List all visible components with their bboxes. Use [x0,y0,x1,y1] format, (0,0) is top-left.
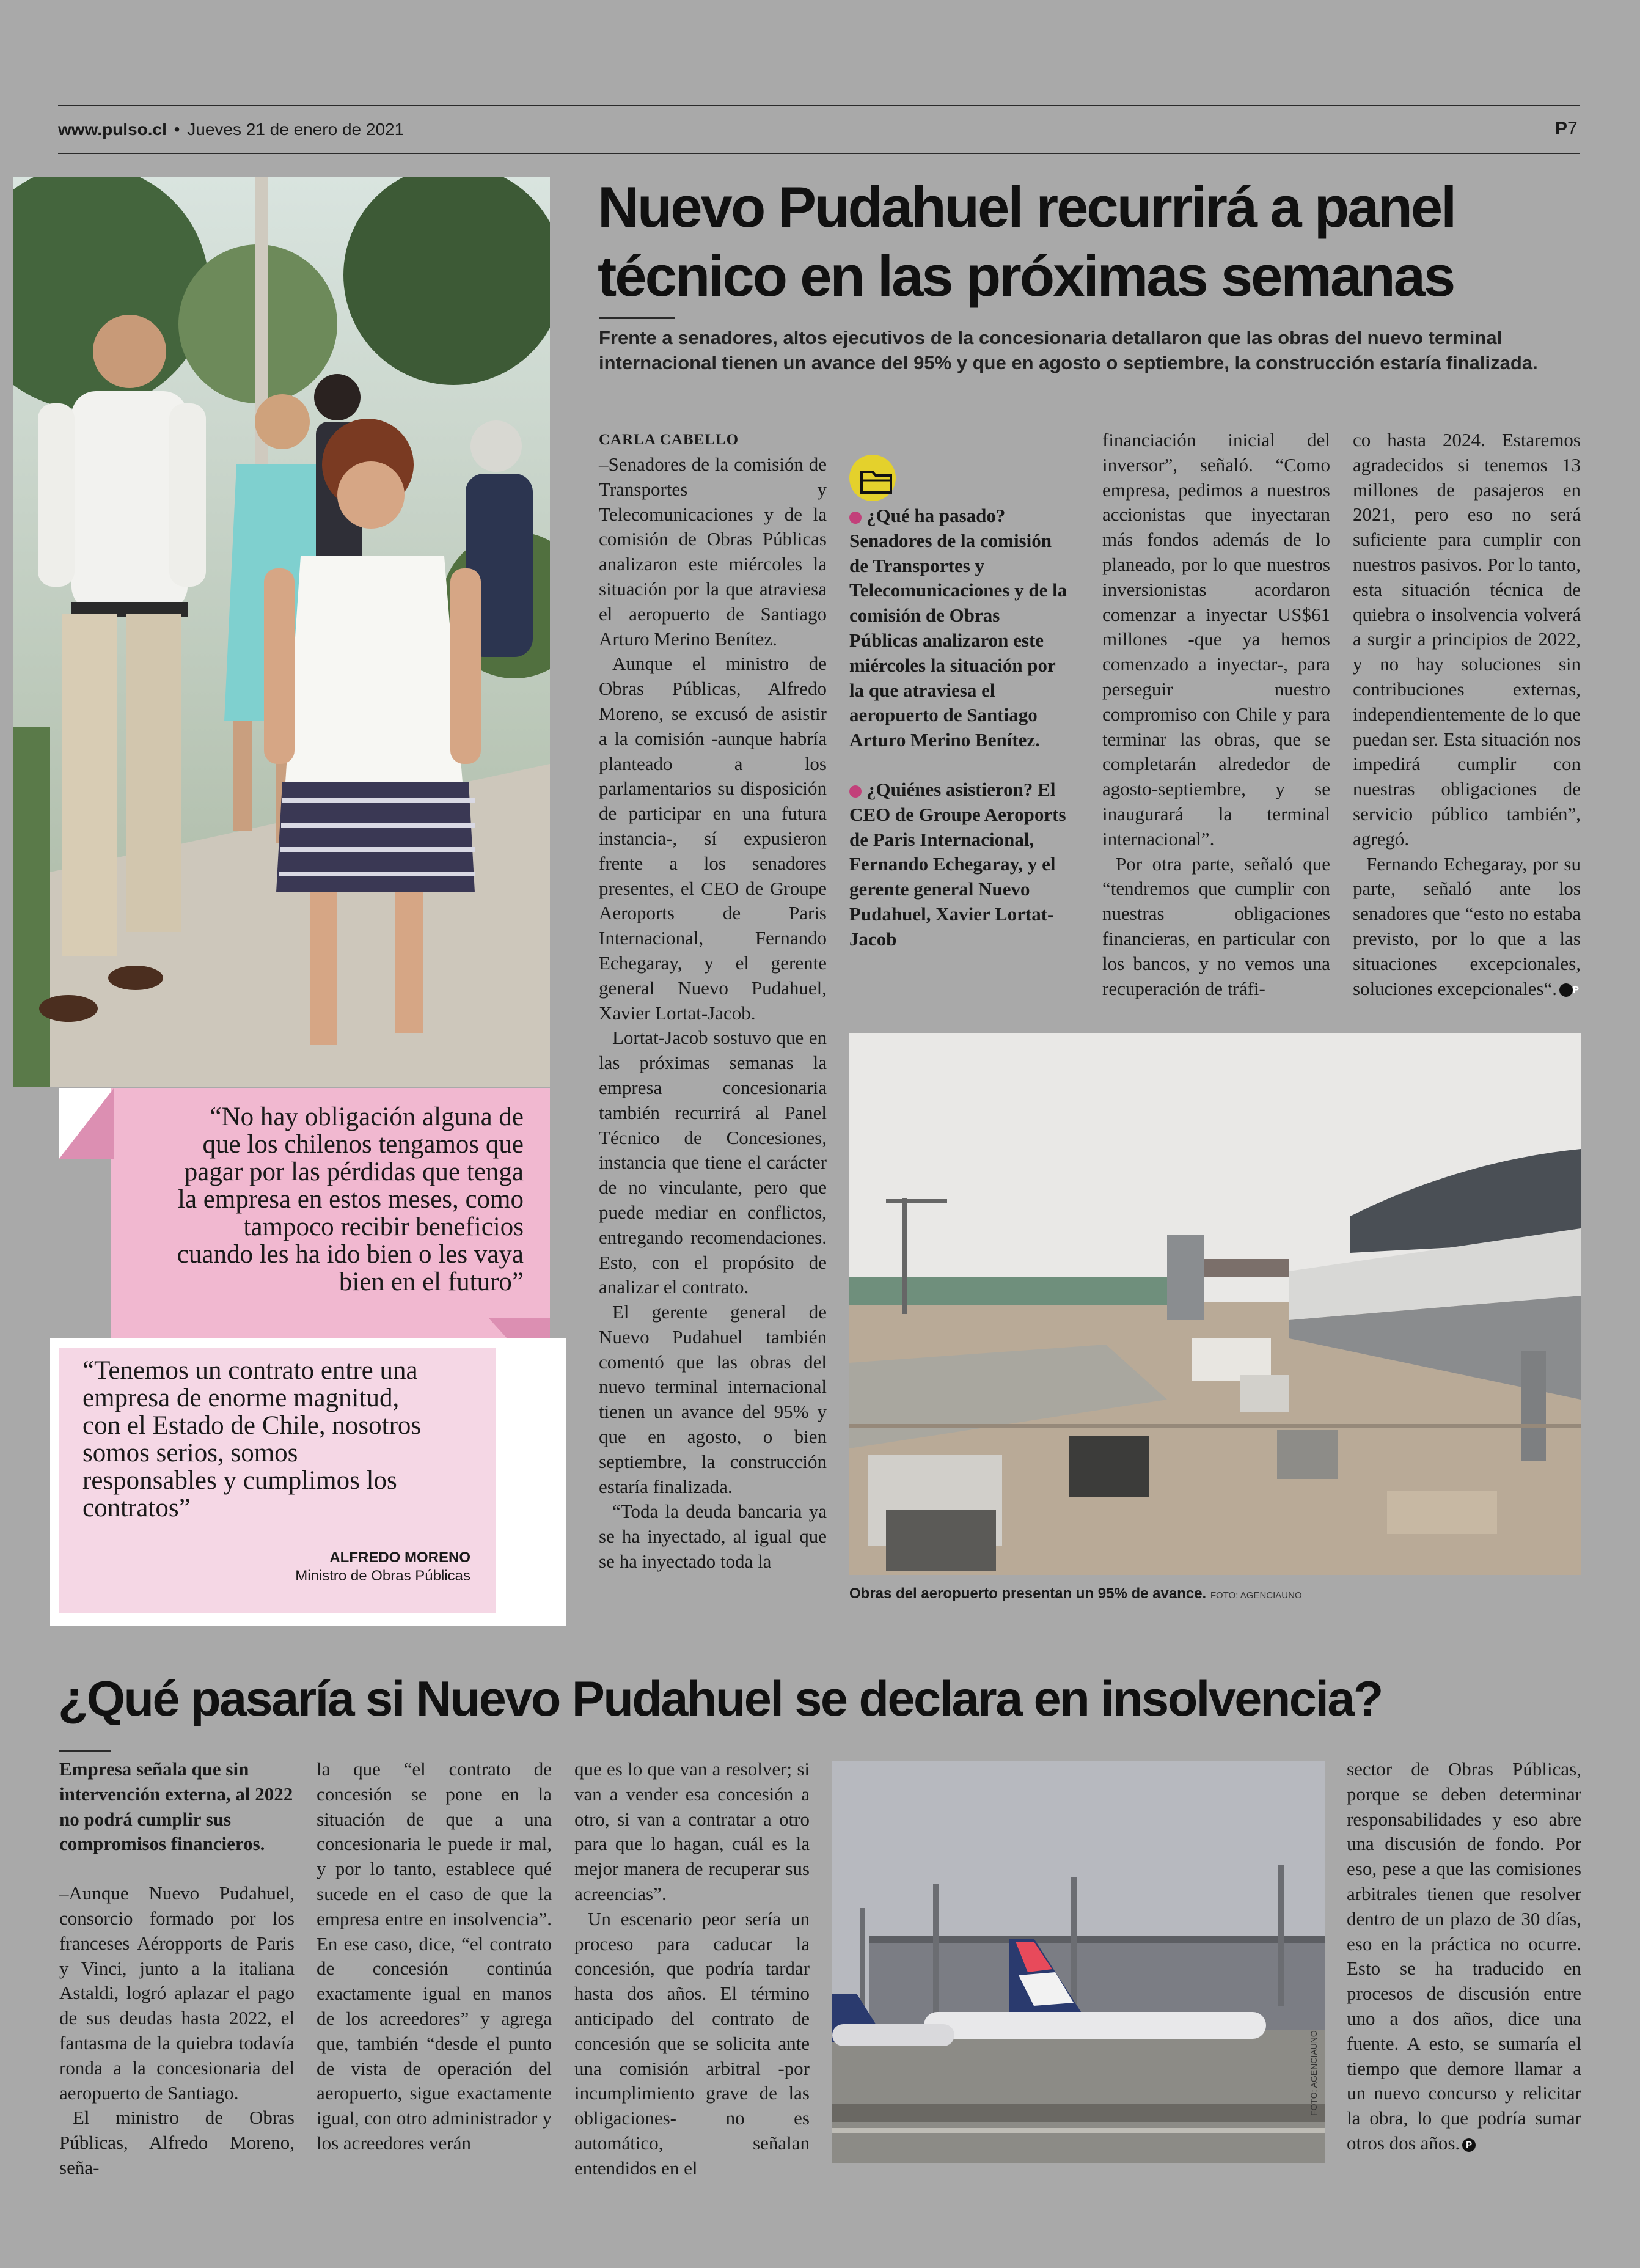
bullet-icon [849,785,862,798]
quote-2-author: ALFREDO MORENO [329,1549,470,1566]
bullet-icon [849,512,862,524]
airport-construction-photo [849,1033,1581,1575]
article-2-column-4: sector de Obras Públicas, porque se deben determinar responsabilidades y eso abre una discusión de fondo. Por eso, pese a que las comisiones arbitrales tienen que resolver dentro de un plazo de 30 días, eso en la práctica no ocurre. Esto se ha traducido en procesos de discusión entre uno a dos años, dice una fuente. A esto, se sumaría el tiempo que demore llamar a un nuevo concurso y relicitar la obra, lo que podría sumar otros dos años. P [1347,1758,1581,2154]
end-mark-icon: P [1462,2138,1476,2152]
article-2-column-2: la que “el contrato de concesión se pone en la situación de que a una concesionaria le puede ir mal, y por lo tanto, establece qué sucede en el caso de que la empresa entre en insolvencia”. En ese caso, dice, “el contrato de concesión continúa exactamente igual en manos de los acreedores” y agrega que, también “desde el punto de vista de operación del aeropuerto, sigue exactamente igual, con otro administrador y los acreedores verán [317,1758,552,2154]
photo-credit: FOTO: AGENCIAUNO [1210,1590,1302,1601]
article-1-subtitle: Frente a senadores, altos ejecutivos de la concesionaria detallaron que las obras del nuevo terminal internacional tienen un avance del 95% y que en agosto o septiembre, la construcción estaría finalizada. [599,327,1538,373]
article-2-headline: ¿Qué pasaría si Nuevo Pudahuel se declara en insolvencia? [58,1672,1382,1727]
article-1-column-3: financiación inicial del inversor”, señaló. “Como empresa, pedimos a nuestros accionistas que inyectaran más fondos además de lo planeado, por lo que nuestros inversionistas acordaron comenzar a inyectar US$61 millones -que ya hemos comenzado a inyectar-, para perseguir nuestro compromiso con Chile y para terminar las obras, que se completarán alrededor de agosto-septiembre, y se inaugurará la terminal internacional”. Por otra parte, señaló que “tendremos que cumplir con nuestras obligaciones financieras, en particular con los bancos, y no vemos una recuperación de tráfi- [1102,429,1330,999]
article-1-column-1: CARLA CABELLO –Senadores de la comisión de Transportes y Telecomunicaciones y de la comisión de Obras Públicas analizaron este miércoles la situación por la que atraviesa el aeropuerto de Santiago Arturo Merino Benítez. Aunque el ministro de Obras Públicas, Alfredo Moreno, se excusó de asistir a la comisión -aunque habría planteado a los parlamentarios su disposición de participar en una futura instancia-, sí expusieron frente a los senadores presentes, el CEO de Groupe Aeroports de Paris Internacional, Fernando Echegaray, y el gerente general Nuevo Pudahuel, Xavier Lortat-Jacob. Lortat-Jacob sostuvo que en las próximas semanas la empresa concesionaria también recurrirá al Panel Técnico de Concesiones, instancia que tiene el carácter de no vinculante, pero que puede mediar en conflictos, entregando recomendaciones. Esto, con el propósito de analizar el contrato. El gerente general de Nuevo Pudahuel también comentó que las obras del nuevo terminal internacional tienen un avance del 95% y que en agosto, o bien septiembre, la construcción estaría finalizada. “Toda la deuda bancaria ya se ha inyectado, al igual que se ha inyectado toda la [599,428,827,1574]
article-2-lead: Empresa señala que sin intervención externa, al 2022 no podrá cumplir sus compromisos financieros. [59,1758,293,1855]
page-number: P7 [1555,119,1578,139]
photo-illustration [13,177,550,1087]
page-header: www.pulso.cl • Jueves 21 de enero de 2021 [58,120,405,139]
article-1-column-4: co hasta 2024. Estaremos agradecidos si tenemos 13 millones de pasajeros en 2021, pero eso no será suficiente para cumplir con nuestros pasivos. Por lo tanto, esta situación técnica de quiebra o insolvencia volverá a surgir a principios de 2022, y no hay soluciones sin contribuciones externas, independientemente de lo que puedan ser. Esta situación nos impedirá cumplir con nuestras obligaciones de servicio público también”, agregó. Fernando Echegaray, por su parte, señaló ante los senadores que “esto no estaba previsto, por lo que a las situaciones excepcionales, soluciones excepcionales“. P [1353,429,1581,999]
photo-illustration [832,1761,1325,2163]
photo-illustration [849,1033,1581,1575]
issue-date: Jueves 21 de enero de 2021 [187,120,405,139]
subtitle-rule [599,317,675,319]
airport-planes-photo [832,1761,1325,2163]
article-1-sidebar [849,504,1069,952]
quote-box-1-corner [59,1088,114,1159]
lead-rule [59,1750,111,1752]
site-url[interactable]: www.pulso.cl [58,120,167,139]
end-mark-icon: P [1559,983,1573,997]
sidebar-question-1: ¿Qué ha pasado? [866,505,1006,526]
sidebar-question-2: ¿Quiénes asistieron? [866,778,1033,800]
photo-caption: Obras del aeropuerto presentan un 95% de avance. FOTO: AGENCIAUNO [849,1585,1302,1602]
header-bottom-rule [58,153,1580,154]
folder-icon [848,453,904,506]
ministers-walking-photo [13,177,550,1087]
article-2-column-3: que es lo que van a resolver; si van a vender esa concesión a otro, si van a contratar a otro para que lo hagan, cuál es la mejor manera de recuperar sus acreencias”. Un escenario peor sería un proceso para caducar la concesión, que podría tardar hasta dos años. El término anticipado del contrato de concesión que se solicita ante una comisión arbitral -por incumplimiento grave de las obligaciones- no es automático, señalan entendidos en el [574,1758,810,2179]
quote-2-role: Ministro de Obras Públicas [295,1568,470,1584]
quote-1: “No hay obligación alguna de que los chilenos tengamos que pagar por las pérdidas que tenga la empresa en estos meses, como tampoco recibir beneficios cuando les ha ido bien o les vaya bien en el futuro” [177,1103,524,1296]
quote-2: “Tenemos un contrato entre una empresa de enorme magnitud, con el Estado de Chile, nosotros somos serios, somos responsables y cumplimos los contratos” [82,1356,422,1522]
photo-credit-vertical: FOTO: AGENCIAUNO [1309,2030,1319,2116]
sidebar-answer-2: El CEO de Groupe Aeroports de Paris Internacional, Fernando Echegaray, y el gerente general Nuevo Pudahuel, Xavier Lortat-Jacob [849,778,1066,950]
byline: CARLA CABELLO [599,431,739,448]
article-2-column-1: Empresa señala que sin intervención externa, al 2022 no podrá cumplir sus compromisos financieros. –Aunque Nuevo Pudahuel, consorcio formado por los franceses Aéropports de Paris y Vinci, junto a la italiana Astaldi, logró aplazar el pago de sus deudas hasta 2022, el fantasma de la quiebra todavía ronda a la concesionaria del aeropuerto de Santiago. El ministro de Obras Públicas, Alfredo Moreno, seña- [59,1758,295,2178]
sidebar-answer-1: Senadores de la comisión de Transportes y Telecomunicaciones y de la comisión de Obras Públicas analizaron este miércoles la situación por la que atraviesa el aeropuerto de Santiago Arturo Merino Benítez. [849,529,1067,751]
article-1-headline: Nuevo Pudahuel recurrirá a panel técnico en las próximas semanas [598,175,1455,308]
header-top-rule [58,105,1580,106]
